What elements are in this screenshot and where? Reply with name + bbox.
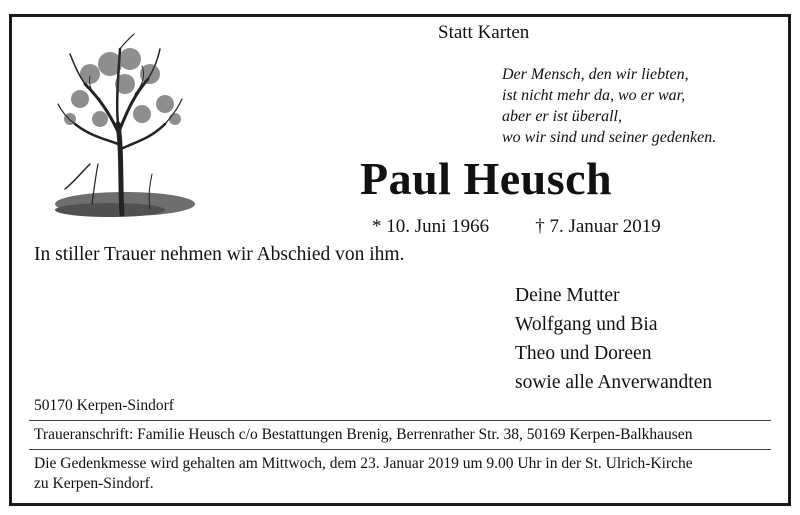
divider xyxy=(29,420,771,421)
poem xyxy=(502,64,716,148)
deceased-name: Paul Heusch xyxy=(360,153,613,204)
divider xyxy=(29,449,771,450)
header-statt-karten: Statt Karten xyxy=(438,22,530,43)
mourner: Theo und Doreen xyxy=(515,343,652,364)
memorial-mass-info xyxy=(34,454,693,494)
mourner: Deine Mutter xyxy=(515,285,620,306)
mass-line: zu Kerpen-Sindorf. xyxy=(34,475,154,492)
birth-date: * 10. Juni 1966 xyxy=(372,216,490,237)
poem-line: ist nicht mehr da, wo er war, xyxy=(502,87,686,104)
mourning-address: Traueranschrift: Familie Heusch c/o Bestattungen Brenig, Berrenrather Str. 38, 50169 Kerpen-Balkhausen xyxy=(34,426,693,443)
poem-line: Der Mensch, den wir liebten, xyxy=(502,66,689,83)
poem-line: aber er ist überall, xyxy=(502,108,622,125)
poem-line: wo wir sind und seiner gedenken. xyxy=(502,129,717,146)
death-date: † 7. Januar 2019 xyxy=(535,216,661,237)
tree-icon xyxy=(30,24,210,234)
mourner: Wolfgang und Bia xyxy=(515,314,658,335)
life-dates xyxy=(372,216,661,238)
mourner: sowie alle Anverwandten xyxy=(515,372,713,393)
city-line: 50170 Kerpen-Sindorf xyxy=(34,397,174,414)
farewell-text: In stiller Trauer nehmen wir Abschied von ihm. xyxy=(34,244,405,265)
mourners-list xyxy=(515,281,712,397)
mass-line: Die Gedenkmesse wird gehalten am Mittwoch, dem 23. Januar 2019 um 9.00 Uhr in der St. Ulrich-Kirche xyxy=(34,455,693,472)
